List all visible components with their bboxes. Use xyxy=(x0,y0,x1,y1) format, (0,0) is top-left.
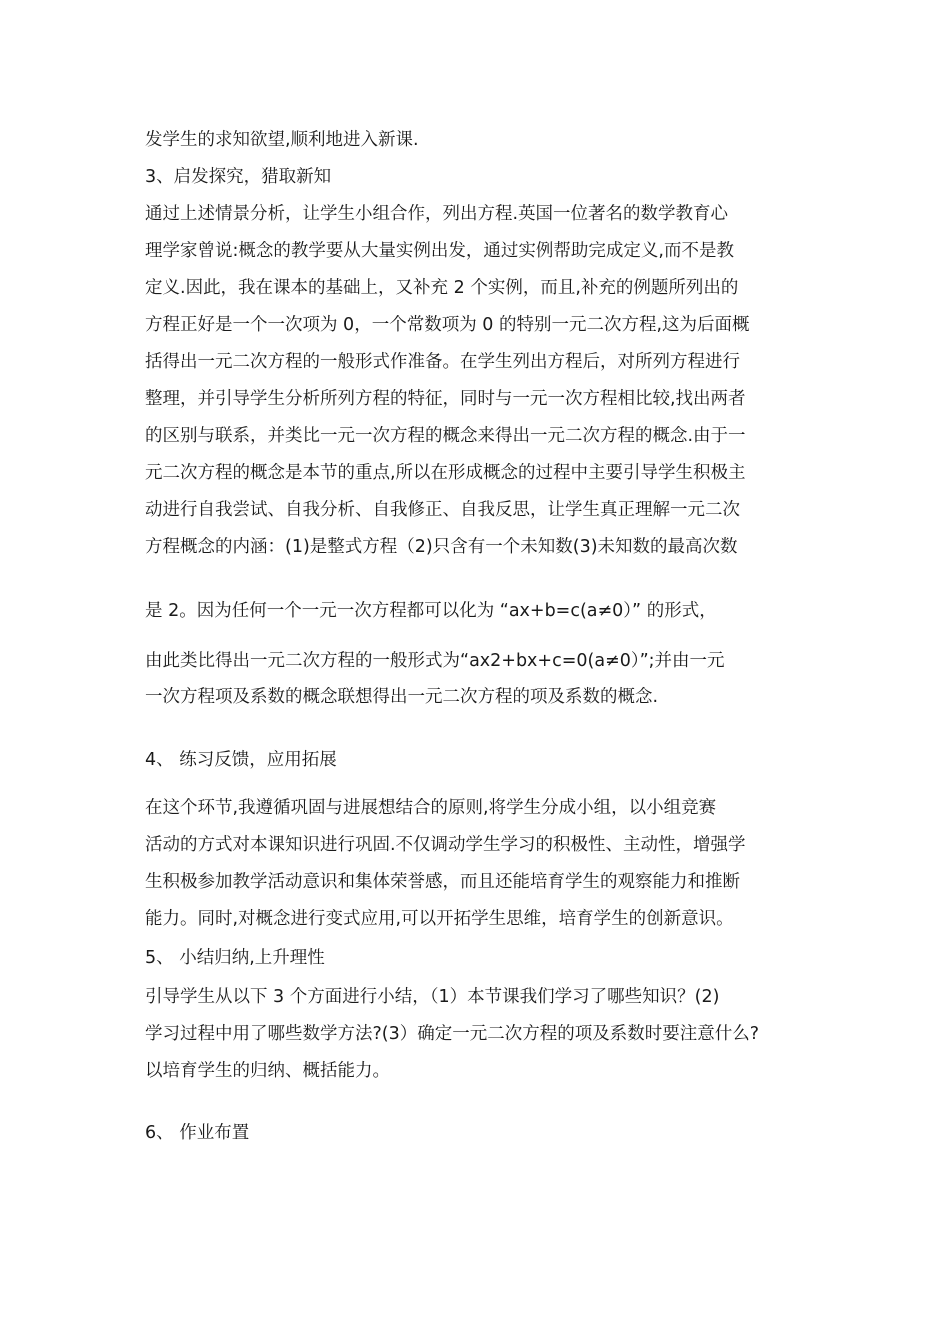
text-line: 整理，并引导学生分析所列方程的特征，同时与一元一次方程相比较,找出两者 xyxy=(145,389,746,409)
text-line: 在这个环节,我遵循巩固与进展想结合的原则,将学生分成小组，以小组竞赛 xyxy=(145,798,717,818)
text-line: 括得出一元二次方程的一般形式作准备。在学生列出方程后，对所列方程进行 xyxy=(145,352,740,372)
text-line: 定义.因此，我在课本的基础上，又补充 2 个实例，而且,补充的例题所列出的 xyxy=(145,278,739,298)
text-line: 引导学生从以下 3 个方面进行小结，（1）本节课我们学习了哪些知识？(2) xyxy=(145,987,720,1007)
section-heading-3: 3、启发探究，猎取新知 xyxy=(145,167,332,187)
text-line: 方程正好是一个一次项为 0，一个常数项为 0 的特别一元二次方程,这为后面概 xyxy=(145,315,750,335)
text-line: 活动的方式对本课知识进行巩固.不仅调动学生学习的积极性、主动性，增强学 xyxy=(145,835,746,855)
text-line: 动进行自我尝试、自我分析、自我修正、自我反思，让学生真正理解一元二次 xyxy=(145,500,740,520)
text-line: 由此类比得出一元二次方程的一般形式为“ax2+bx+c=0(a≠0）”;并由一元 xyxy=(145,651,725,671)
section-heading-6: 6、 作业布置 xyxy=(145,1123,250,1143)
section-heading-4: 4、 练习反馈，应用拓展 xyxy=(145,750,337,770)
text-line: 生积极参加教学活动意识和集体荣誉感，而且还能培育学生的观察能力和推断 xyxy=(145,872,740,892)
text-line: 理学家曾说:概念的教学要从大量实例出发，通过实例帮助完成定义,而不是教 xyxy=(145,241,734,261)
text-line: 以培育学生的归纳、概括能力。 xyxy=(145,1061,390,1081)
text-line: 元二次方程的概念是本节的重点,所以在形成概念的过程中主要引导学生积极主 xyxy=(145,463,746,483)
section-heading-5: 5、 小结归纳,上升理性 xyxy=(145,948,325,968)
text-line: 方程概念的内涵：(1)是整式方程（2)只含有一个未知数(3)未知数的最高次数 xyxy=(145,537,738,557)
text-line-intro-end: 发学生的求知欲望,顺利地进入新课. xyxy=(145,130,419,150)
text-line: 是 2。因为任何一个一元一次方程都可以化为 “ax+b=c(a≠0）” 的形式， xyxy=(145,601,717,621)
text-line: 学习过程中用了哪些数学方法?(3）确定一元二次方程的项及系数时要注意什么? xyxy=(145,1024,760,1044)
text-line: 能力。同时,对概念进行变式应用,可以开拓学生思维，培育学生的创新意识。 xyxy=(145,909,734,929)
text-line: 通过上述情景分析，让学生小组合作，列出方程.英国一位著名的数学教育心 xyxy=(145,204,729,224)
text-line: 一次方程项及系数的概念联想得出一元二次方程的项及系数的概念. xyxy=(145,687,659,707)
text-line: 的区别与联系，并类比一元一次方程的概念来得出一元二次方程的概念.由于一 xyxy=(145,426,746,446)
